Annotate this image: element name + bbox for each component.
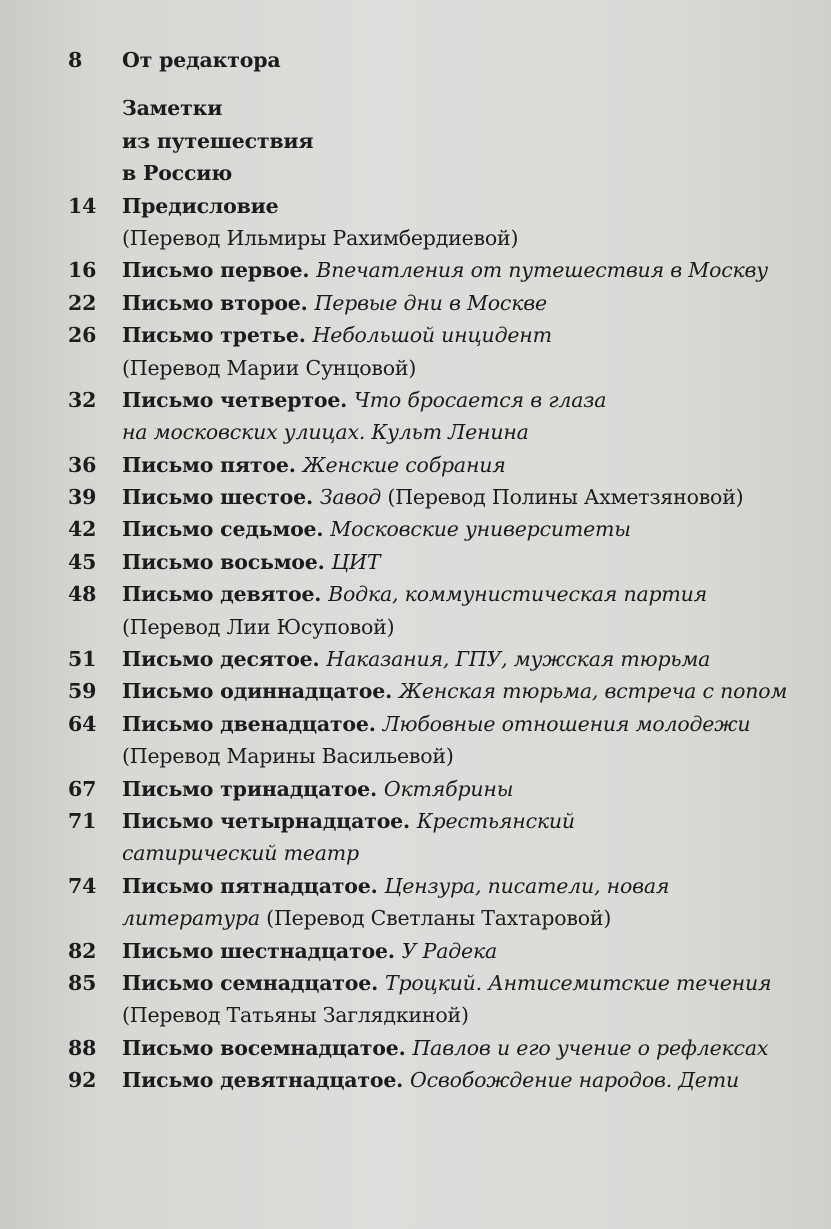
- toc-entry-continuation: [0, 999, 831, 1031]
- entry-text: [122, 643, 710, 675]
- entry-text: [122, 287, 547, 319]
- letter-subtitle: Первые дни в Москве: [314, 290, 547, 315]
- editor-title: От редактора: [122, 48, 281, 72]
- letter-subtitle: Впечатления от путешествия в Москву: [316, 258, 768, 283]
- entry-text: [122, 870, 669, 902]
- letter-subtitle: Любовные отношения молодежи: [382, 711, 751, 736]
- letter-title: Письмо десятое.: [122, 647, 327, 672]
- entry-text: [122, 222, 518, 254]
- page-number: 71: [68, 808, 97, 833]
- entry-text: [122, 708, 750, 740]
- toc-entry: [0, 190, 831, 222]
- letter-subtitle: сатирический театр: [122, 841, 359, 866]
- translator-note: (Перевод Светланы Тахтаровой): [259, 906, 612, 931]
- toc-entry-continuation: [0, 352, 831, 384]
- page-number: 22: [68, 290, 97, 315]
- entry-text: [122, 805, 575, 837]
- entry-text: [122, 384, 606, 416]
- entry-text: [122, 1064, 739, 1096]
- entry-text: [122, 578, 707, 610]
- toc-entry-continuation: [0, 222, 831, 254]
- page-number: 88: [68, 1035, 97, 1060]
- entry-text: [122, 902, 611, 934]
- toc-entry-continuation: [0, 902, 831, 934]
- letter-title: Письмо восьмое.: [122, 549, 332, 574]
- letter-subtitle: на московских улицах. Культ Ленина: [122, 420, 529, 445]
- letter-title: Письмо шестое.: [122, 485, 320, 510]
- letter-subtitle: Небольшой инцидент: [312, 323, 552, 348]
- letter-title: Письмо восемнадцатое.: [122, 1035, 413, 1060]
- letter-subtitle: Троцкий. Антисемитские течения: [384, 970, 772, 995]
- entry-text: [122, 513, 631, 545]
- toc-entry-continuation: [0, 611, 831, 643]
- letter-title: Письмо второе.: [122, 290, 315, 315]
- entry-text: [122, 416, 529, 448]
- letter-title: Письмо пятнадцатое.: [122, 873, 385, 898]
- letter-subtitle: Женская тюрьма, встреча с попом: [399, 679, 788, 704]
- entry-text: [122, 254, 768, 286]
- translator-note: (Перевод Полины Ахметзяновой): [381, 485, 744, 510]
- toc-entry: [0, 967, 831, 999]
- page-number: 59: [68, 679, 97, 704]
- entry-text: [122, 999, 469, 1031]
- letter-title: Письмо четырнадцатое.: [122, 808, 417, 833]
- letter-subtitle: Завод: [319, 485, 382, 510]
- entry-text: [122, 449, 506, 481]
- letter-subtitle: Крестьянский: [416, 808, 575, 833]
- table-of-contents: [0, 44, 831, 1097]
- entry-text: [122, 611, 394, 643]
- letter-subtitle: Октябрины: [383, 776, 514, 801]
- letter-subtitle: Цензура, писатели, новая: [384, 873, 670, 898]
- toc-entry: [0, 287, 831, 319]
- page-number: 92: [68, 1068, 97, 1093]
- page-number: 39: [68, 485, 97, 510]
- letter-title: Письмо четвертое.: [122, 387, 355, 412]
- letter-subtitle: литература: [122, 906, 260, 931]
- toc-entry: [0, 319, 831, 351]
- letter-subtitle: У Радека: [401, 938, 498, 963]
- toc-editor-entry: [0, 44, 831, 76]
- entry-text: [122, 675, 787, 707]
- page-number: 67: [68, 776, 97, 801]
- letter-subtitle: Павлов и его учение о рефлексах: [412, 1035, 769, 1060]
- toc-entry: [0, 513, 831, 545]
- toc-entry: [0, 1064, 831, 1096]
- letter-title: Письмо первое.: [122, 258, 317, 283]
- toc-entry: [0, 773, 831, 805]
- entry-text: [122, 837, 359, 869]
- letter-title: Письмо шестнадцатое.: [122, 938, 402, 963]
- toc-entry: [0, 384, 831, 416]
- toc-entry: [0, 708, 831, 740]
- entry-text: [122, 935, 497, 967]
- page-number: 36: [68, 452, 97, 477]
- entry-text: [122, 967, 771, 999]
- section-title: из путешествия: [122, 128, 314, 153]
- spacer: [0, 76, 831, 92]
- translator-note: (Перевод Марии Сунцовой): [122, 355, 417, 380]
- page-number: 85: [68, 970, 97, 995]
- letter-subtitle: Женские собрания: [302, 452, 506, 477]
- letter-subtitle: Водка, коммунистическая партия: [328, 582, 708, 607]
- toc-entries: [0, 190, 831, 1097]
- page-number: 42: [68, 517, 97, 542]
- entry-text: [122, 773, 513, 805]
- translator-note: (Перевод Ильмиры Рахимбердиевой): [122, 225, 519, 250]
- entry-text: [122, 190, 279, 222]
- entry-text: [122, 319, 552, 351]
- entry-text: [122, 546, 380, 578]
- section-title-line: [0, 92, 831, 124]
- letter-title: Письмо седьмое.: [122, 517, 331, 542]
- toc-entry: [0, 1032, 831, 1064]
- toc-entry: [0, 449, 831, 481]
- toc-entry-continuation: [0, 416, 831, 448]
- letter-subtitle: Освобождение народов. Дети: [410, 1068, 739, 1093]
- toc-entry-continuation: [0, 837, 831, 869]
- letter-title: Письмо девятнадцатое.: [122, 1068, 411, 1093]
- translator-note: (Перевод Лии Юсуповой): [122, 614, 395, 639]
- letter-subtitle: Что бросается в глаза: [354, 387, 607, 412]
- page-number: 82: [68, 938, 97, 963]
- entry-text: [122, 1032, 768, 1064]
- letter-title: Письмо пятое.: [122, 452, 303, 477]
- letter-title: Письмо семнадцатое.: [122, 970, 385, 995]
- toc-entry: [0, 675, 831, 707]
- letter-title: Письмо тринадцатое.: [122, 776, 384, 801]
- page-number: 45: [68, 549, 97, 574]
- page-number: 26: [68, 323, 97, 348]
- toc-entry: [0, 254, 831, 286]
- page-number: 48: [68, 582, 97, 607]
- letter-title: Письмо девятое.: [122, 582, 329, 607]
- letter-title: Письмо третье.: [122, 323, 313, 348]
- toc-entry: [0, 481, 831, 513]
- page-number: 51: [68, 647, 97, 672]
- letter-title: Письмо двенадцатое.: [122, 711, 383, 736]
- page-number: 14: [68, 193, 97, 218]
- entry-text: [122, 481, 743, 513]
- letter-subtitle: ЦИТ: [331, 549, 381, 574]
- entry-text: [122, 352, 416, 384]
- section-title: в Россию: [122, 161, 233, 186]
- toc-entry: [0, 870, 831, 902]
- page-number: 74: [68, 873, 97, 898]
- letter-title: Письмо одиннадцатое.: [122, 679, 399, 704]
- page-number: 16: [68, 258, 97, 283]
- translator-note: (Перевод Татьяны Заглядкиной): [122, 1003, 469, 1028]
- letter-subtitle: Московские университеты: [330, 517, 631, 542]
- translator-note: (Перевод Марины Васильевой): [122, 744, 454, 769]
- letter-title: Предисловие: [122, 193, 279, 218]
- toc-entry: [0, 643, 831, 675]
- toc-entry: [0, 546, 831, 578]
- page-number: 8: [68, 48, 83, 72]
- page-number: 64: [68, 711, 97, 736]
- toc-entry: [0, 578, 831, 610]
- section-title-line: [0, 125, 831, 157]
- entry-text: [122, 740, 454, 772]
- toc-entry: [0, 805, 831, 837]
- page-number: 32: [68, 387, 97, 412]
- section-title: Заметки: [122, 96, 223, 121]
- toc-entry: [0, 935, 831, 967]
- letter-subtitle: Наказания, ГПУ, мужская тюрьма: [326, 647, 711, 672]
- section-title-line: [0, 157, 831, 189]
- toc-entry-continuation: [0, 740, 831, 772]
